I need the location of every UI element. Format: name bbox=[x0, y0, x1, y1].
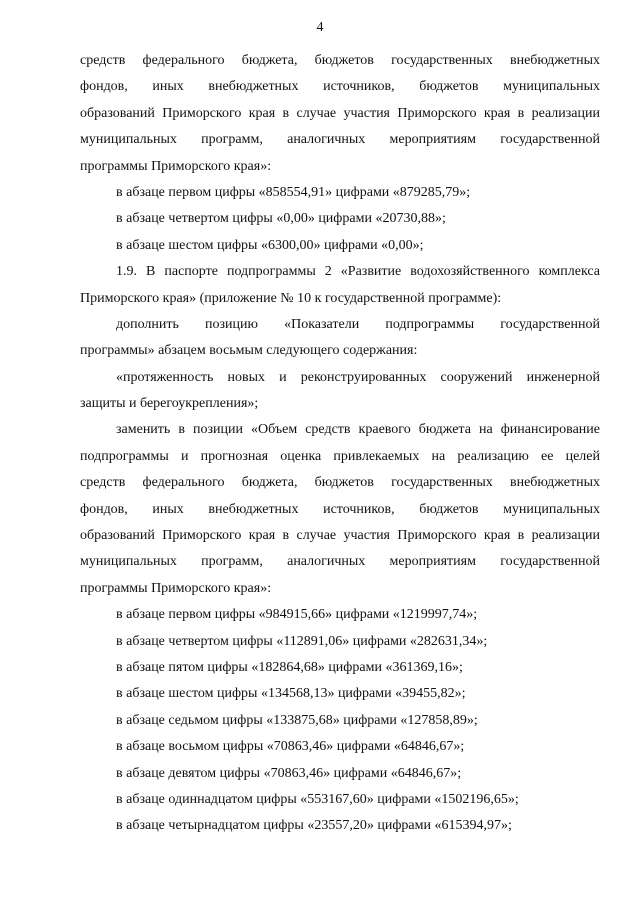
replacement-2-9: в абзаце четырнадцатом цифры «23557,20» цифрами «615394,97»; bbox=[116, 818, 512, 834]
replacement-2-5: в абзаце седьмом цифры «133875,68» цифрами «127858,89»; bbox=[116, 712, 478, 728]
replace-intro-line-7: программы Приморского края»: bbox=[80, 580, 272, 596]
replacement-2-6: в абзаце восьмом цифры «70863,46» цифрами «64846,67»; bbox=[116, 739, 465, 755]
replacement-1-2: в абзаце четвертом цифры «0,00» цифрами «20730,88»; bbox=[116, 211, 446, 227]
paragraph-1-line-5: программы Приморского края»: bbox=[80, 158, 272, 174]
replace-intro-line-6: муниципальных программ, аналогичных мероприятиям государственной bbox=[80, 554, 600, 570]
replacement-1-1: в абзаце первом цифры «858554,91» цифрами «879285,79»; bbox=[116, 184, 471, 200]
replacement-2-4: в абзаце шестом цифры «134568,13» цифрами «39455,82»; bbox=[116, 686, 466, 702]
supplement-line-2: программы» абзацем восьмым следующего содержания: bbox=[80, 343, 418, 359]
paragraph-1-line-3: образований Приморского края в случае участия Приморского края в реализации bbox=[80, 105, 600, 121]
replace-intro-line-5: образований Приморского края в случае участия Приморского края в реализации bbox=[80, 528, 600, 544]
supplement-line-1: дополнить позицию «Показатели подпрограммы государственной bbox=[116, 316, 600, 332]
item-1-9-line-1: 1.9. В паспорте подпрограммы 2 «Развитие водохозяйственного комплекса bbox=[116, 264, 600, 280]
paragraph-1-line-4: муниципальных программ, аналогичных мероприятиям государственной bbox=[80, 132, 600, 148]
item-1-9-line-2: Приморского края» (приложение № 10 к государственной программе): bbox=[80, 290, 502, 306]
replacement-2-1: в абзаце первом цифры «984915,66» цифрами «1219997,74»; bbox=[116, 607, 478, 623]
paragraph-1-line-1: средств федерального бюджета, бюджетов государственных внебюджетных bbox=[80, 53, 600, 68]
replacement-2-8: в абзаце одиннадцатом цифры «553167,60» цифрами «1502196,65»; bbox=[116, 791, 519, 807]
replacement-2-3: в абзаце пятом цифры «182864,68» цифрами «361369,16»; bbox=[116, 659, 463, 675]
replacement-1-3: в абзаце шестом цифры «6300,00» цифрами «0,00»; bbox=[116, 237, 424, 253]
replace-intro-line-3: средств федерального бюджета, бюджетов государственных внебюджетных bbox=[80, 475, 600, 491]
replace-intro-line-4: фондов, иных внебюджетных источников, бюджетов муниципальных bbox=[80, 501, 600, 517]
replace-intro-line-2: подпрограммы и прогнозная оценка привлекаемых на реализацию ее целей bbox=[80, 448, 600, 464]
replacement-2-7: в абзаце девятом цифры «70863,46» цифрами «64846,67»; bbox=[116, 765, 462, 781]
paragraph-1-line-2: фондов, иных внебюджетных источников, бюджетов муниципальных bbox=[80, 79, 600, 95]
page-number: 4 bbox=[316, 20, 324, 35]
quote-line-1: «протяженность новых и реконструированных сооружений инженерной bbox=[116, 369, 600, 385]
quote-line-2: защиты и берегоукрепления»; bbox=[80, 396, 259, 412]
replacement-2-2: в абзаце четвертом цифры «112891,06» цифрами «282631,34»; bbox=[116, 633, 488, 649]
replace-intro-line-1: заменить в позиции «Объем средств краевого бюджета на финансирование bbox=[116, 422, 600, 438]
document-body bbox=[80, 48, 600, 840]
